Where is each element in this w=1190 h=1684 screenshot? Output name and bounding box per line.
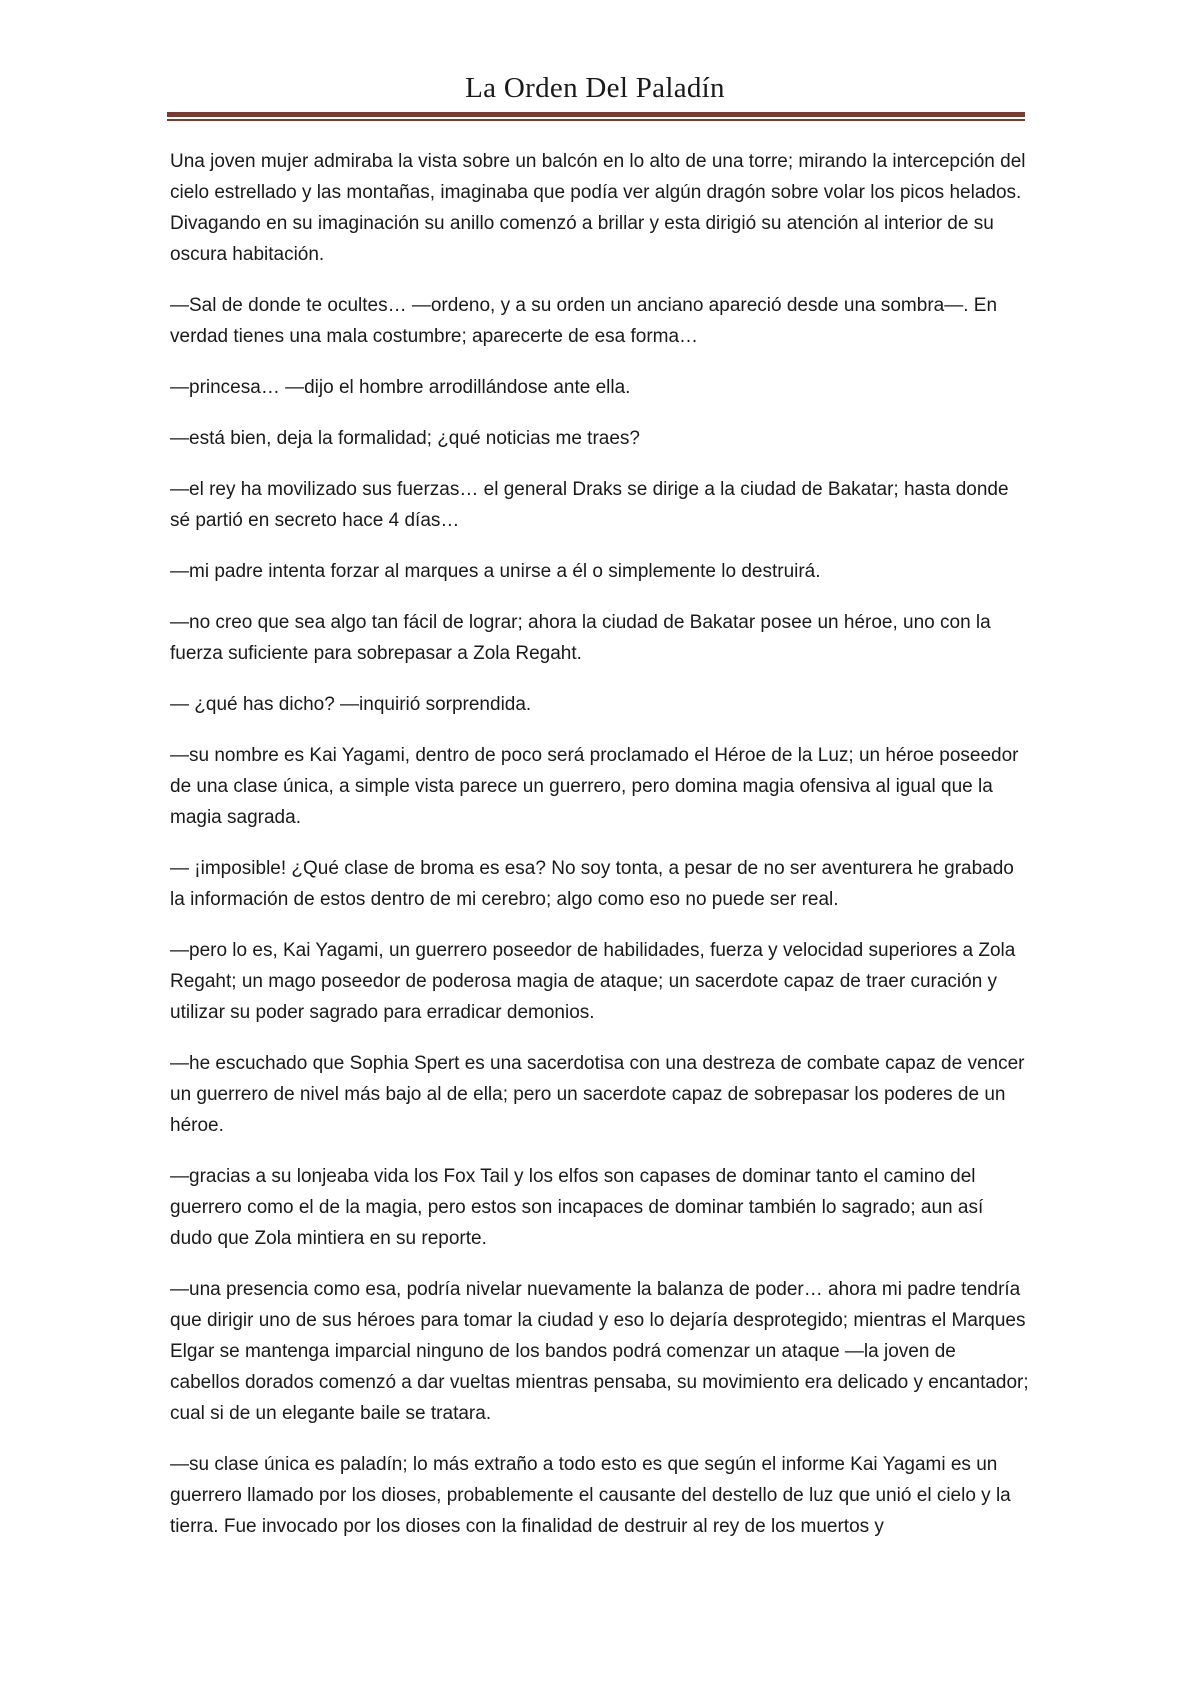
- paragraph: —princesa… —dijo el hombre arrodillándose ante ella.: [170, 377, 631, 398]
- paragraph: —no creo que sea algo tan fácil de lograr; ahora la ciudad de Bakatar posee un héroe, uno con la fuerza suficiente para sobrepasar a Zola Regaht.: [170, 612, 991, 664]
- paragraph: —mi padre intenta forzar al marques a unirse a él o simplemente lo destruirá.: [170, 561, 821, 582]
- paragraph: —gracias a su lonjeaba vida los Fox Tail y los elfos son capases de dominar tanto el camino del guerrero como el de la magia, pero estos son incapaces de dominar también lo sagrado; aun así dudo que Zola mintiera en su reporte.: [170, 1166, 984, 1249]
- paragraph: —está bien, deja la formalidad; ¿qué noticias me traes?: [170, 428, 640, 449]
- header-rule-thick: [167, 112, 1025, 117]
- body-text: [170, 146, 1030, 1562]
- header-rule-thin: [167, 119, 1025, 121]
- paragraph: —he escuchado que Sophia Spert es una sacerdotisa con una destreza de combate capaz de vencer un guerrero de nivel más bajo al de ella; pero un sacerdote capaz de sobrepasar los poderes de un héroe.: [170, 1053, 1025, 1136]
- paragraph: —su clase única es paladín; lo más extraño a todo esto es que según el informe Kai Yagami es un guerrero llamado por los dioses, probablemente el causante del destello de luz que unió el cielo y la tierra. Fue invocado por los dioses con la finalidad de destruir al rey de los muertos y: [170, 1454, 1011, 1537]
- paragraph: —una presencia como esa, podría nivelar nuevamente la balanza de poder… ahora mi padre tendría que dirigir uno de sus héroes para tomar la ciudad y eso lo dejaría desprotegido; mientras el Marques Elgar se mantenga imparcial ninguno de los bandos podrá comenzar un ataque —la joven de cabellos dorados comenzó a dar vueltas mientras pensaba, su movimiento era delicado y encantador; cual si de un elegante baile se tratara.: [170, 1279, 1029, 1424]
- paragraph: —Sal de donde te ocultes… —ordeno, y a su orden un anciano apareció desde una sombra—. En verdad tienes una mala costumbre; aparecerte de esa forma…: [170, 295, 998, 347]
- paragraph: —su nombre es Kai Yagami, dentro de poco será proclamado el Héroe de la Luz; un héroe poseedor de una clase única, a simple vista parece un guerrero, pero domina magia ofensiva al igual que la magia sagrada.: [170, 745, 1019, 828]
- paragraph: Una joven mujer admiraba la vista sobre un balcón en lo alto de una torre; mirando la intercepción del cielo estrellado y las montañas, imaginaba que podía ver algún dragón sobre volar los picos helados. Divagando en su imaginación su anillo comenzó a brillar y esta dirigió su atención al interior de su oscura habitación.: [170, 151, 1026, 265]
- paragraph: — ¡imposible! ¿Qué clase de broma es esa? No soy tonta, a pesar de no ser aventurera he grabado la información de estos dentro de mi cerebro; algo como eso no puede ser real.: [170, 858, 1014, 910]
- paragraph: — ¿qué has dicho? —inquirió sorprendida.: [170, 694, 532, 715]
- paragraph: —el rey ha movilizado sus fuerzas… el general Draks se dirige a la ciudad de Bakatar; hasta donde sé partió en secreto hace 4 días…: [170, 479, 1009, 531]
- page-header-title: La Orden Del Paladín: [465, 72, 725, 104]
- paragraph: —pero lo es, Kai Yagami, un guerrero poseedor de habilidades, fuerza y velocidad superiores a Zola Regaht; un mago poseedor de poderosa magia de ataque; un sacerdote capaz de traer curación y utilizar su poder sagrado para erradicar demonios.: [170, 940, 1016, 1023]
